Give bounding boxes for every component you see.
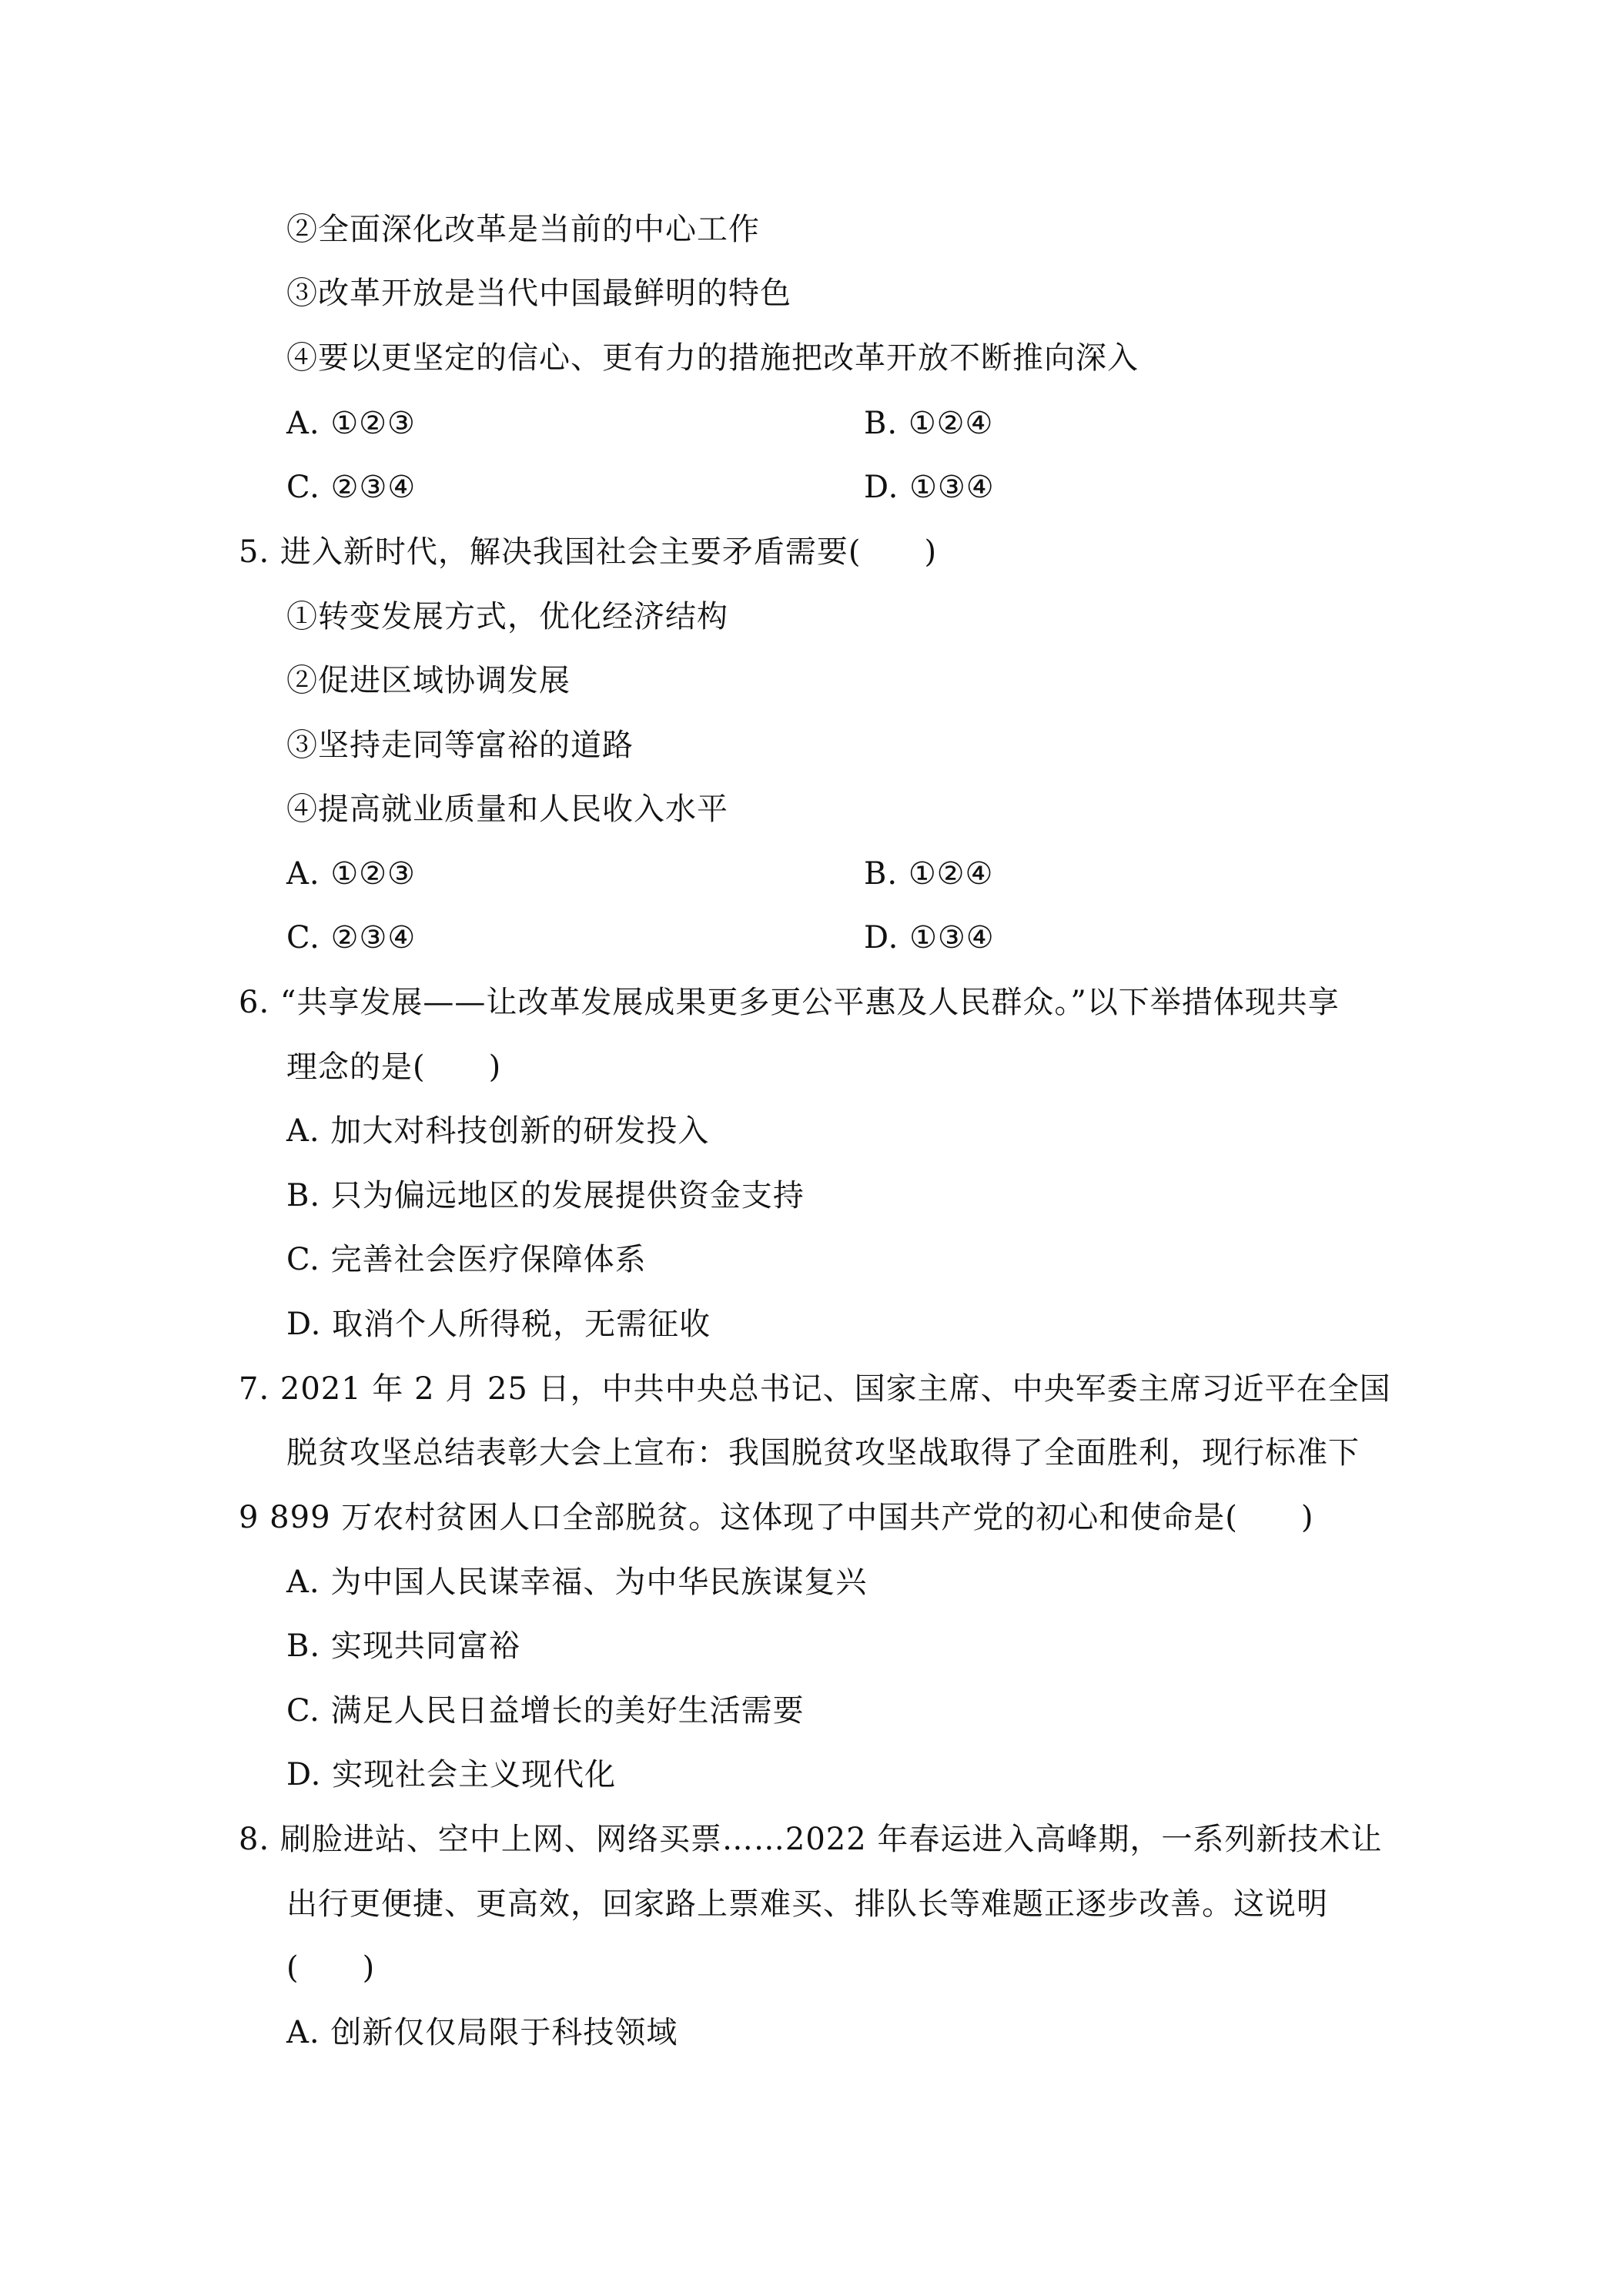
q6-stem-line-1: 6. “共享发展——让改革发展成果更多更公平惠及人民群众。”以下举措体现共享 (239, 985, 1340, 1020)
q5-choice-c: C. ②③④ (286, 920, 417, 956)
q4-choice-a: A. ①②③ (286, 406, 416, 441)
q5-choice-a: A. ①②③ (286, 856, 416, 892)
q6-choice-b: B. 只为偏远地区的发展提供资金支持 (286, 1178, 805, 1213)
q7-choice-d: D. 实现社会主义现代化 (286, 1757, 617, 1792)
q8-stem-line-3: ( ) (286, 1950, 376, 1986)
q8-stem-line-1: 8. 刷脸进站、空中上网、网络买票……2022 年春运进入高峰期，一系列新技术让 (239, 1822, 1383, 1857)
q7-stem-line-2: 脱贫攻坚总结表彰大会上宣布：我国脱贫攻坚战取得了全面胜利，现行标准下 (286, 1435, 1360, 1471)
q6-choice-d: D. 取消个人所得税，无需征收 (286, 1307, 711, 1342)
q5-item-4: ④提高就业质量和人民收入水平 (286, 792, 728, 827)
q4-choice-b: B. ①②④ (864, 406, 994, 441)
q6-choice-a: A. 加大对科技创新的研发投入 (286, 1113, 710, 1149)
q4-choice-c: C. ②③④ (286, 470, 417, 505)
q6-stem-line-2: 理念的是( ) (286, 1049, 502, 1085)
q5-choice-d: D. ①③④ (864, 920, 995, 956)
q7-stem-line-3: 9 899 万农村贫困人口全部脱贫。这体现了中国共产党的初心和使命是( ) (239, 1500, 1314, 1535)
q4-choice-d: D. ①③④ (864, 470, 995, 505)
q7-choice-a: A. 为中国人民谋幸福、为中华民族谋复兴 (286, 1565, 868, 1600)
q5-item-3: ③坚持走同等富裕的道路 (286, 728, 634, 763)
q5-item-2: ②促进区域协调发展 (286, 663, 571, 698)
q7-choice-c: C. 满足人民日益增长的美好生活需要 (286, 1693, 805, 1729)
q4-item-3: ③改革开放是当代中国最鲜明的特色 (286, 276, 791, 311)
q8-choice-a: A. 创新仅仅局限于科技领域 (286, 2015, 678, 2050)
q5-item-1: ①转变发展方式，优化经济结构 (286, 599, 728, 634)
q4-item-2: ②全面深化改革是当前的中心工作 (286, 212, 760, 247)
q8-stem-line-2: 出行更便捷、更高效，回家路上票难买、排队长等难题正逐步改善。这说明 (286, 1886, 1328, 1922)
q7-choice-b: B. 实现共同富裕 (286, 1628, 520, 1664)
q5-stem: 5. 进入新时代，解决我国社会主要矛盾需要( ) (239, 534, 938, 570)
q4-item-4: ④要以更坚定的信心、更有力的措施把改革开放不断推向深入 (286, 340, 1139, 376)
q5-choice-b: B. ①②④ (864, 856, 994, 892)
q7-stem-line-1: 7. 2021 年 2 月 25 日，中共中央总书记、国家主席、中央军委主席习近平在全国 (239, 1371, 1391, 1407)
q6-choice-c: C. 完善社会医疗保障体系 (286, 1242, 647, 1277)
